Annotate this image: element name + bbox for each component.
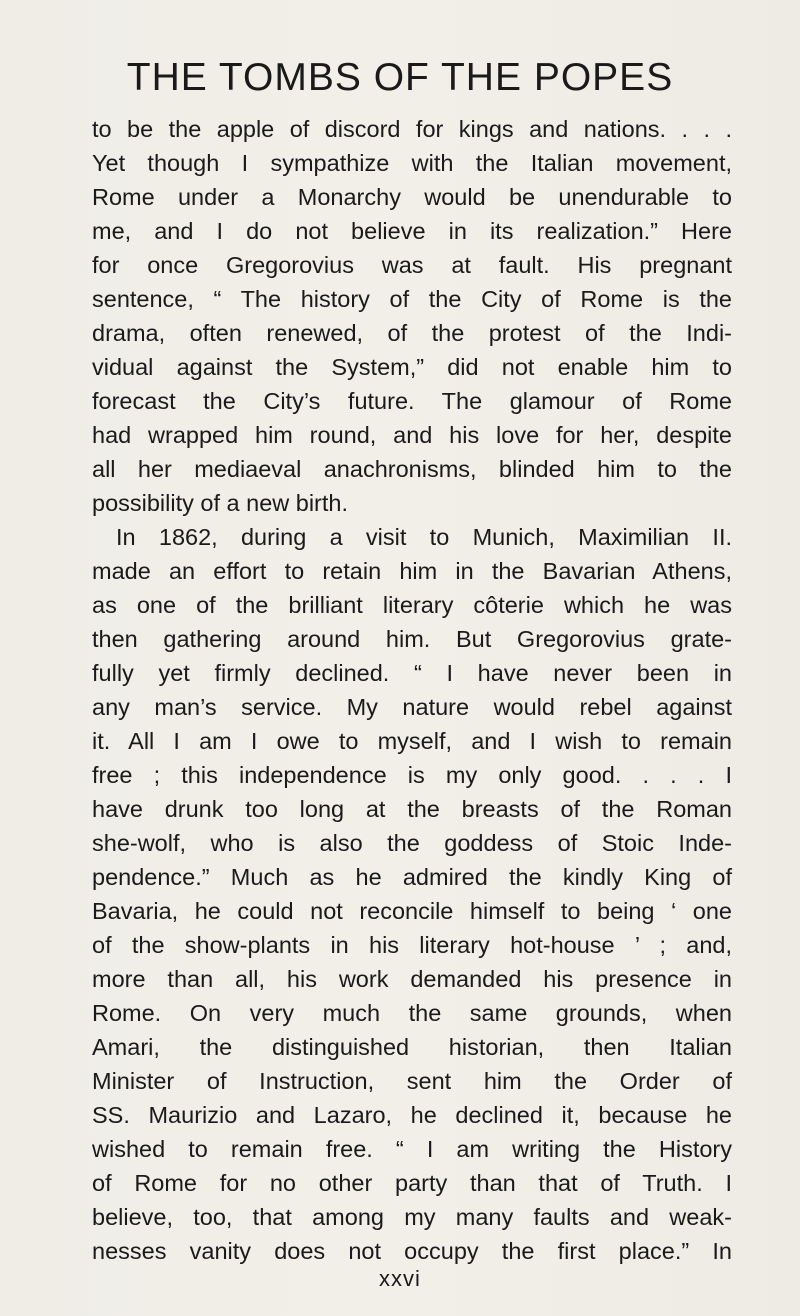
text-line: pendence.” Much as he admired the kindly King of xyxy=(92,864,732,890)
text-line: Rome. On very much the same grounds, when xyxy=(92,1000,732,1026)
text-line: as one of the brilliant literary côterie which he was xyxy=(92,592,732,618)
text-line: Bavaria, he could not reconcile himself to being ‘ one xyxy=(92,898,732,924)
text-line: believe, too, that among my many faults and weak- xyxy=(92,1204,732,1230)
text-line: free ; this independence is my only good. . . . I xyxy=(92,762,732,788)
text-line: it. All I am I owe to myself, and I wish to remain xyxy=(92,728,732,754)
text-line: then gathering around him. But Gregorovius grate- xyxy=(92,626,732,652)
text-line: SS. Maurizio and Lazaro, he declined it, because he xyxy=(92,1102,732,1128)
text-line: any man’s service. My nature would rebel against xyxy=(92,694,732,720)
text-line: nesses vanity does not occupy the first place.” In xyxy=(92,1238,732,1264)
page-number: xxvi xyxy=(379,1266,421,1291)
paragraph-first-line: In 1862, during a visit to Munich, Maximilian II. xyxy=(116,524,732,550)
text-line: for once Gregorovius was at fault. His pregnant xyxy=(92,252,732,278)
text-line: of the show-plants in his literary hot-house ’ ; and, xyxy=(92,932,732,958)
text-line: Yet though I sympathize with the Italian movement, xyxy=(92,150,732,176)
text-line: wished to remain free. “ I am writing the History xyxy=(92,1136,732,1162)
text-line: fully yet firmly declined. “ I have never been in xyxy=(92,660,732,686)
text-line: all her mediaeval anachronisms, blinded him to the xyxy=(92,456,732,482)
text-line: she-wolf, who is also the goddess of Stoic Inde- xyxy=(92,830,732,856)
text-line: have drunk too long at the breasts of the Roman xyxy=(92,796,732,822)
text-line: Rome under a Monarchy would be unendurable to xyxy=(92,184,732,210)
text-line: drama, often renewed, of the protest of the Indi- xyxy=(92,320,732,346)
running-head: THE TOMBS OF THE POPES xyxy=(126,56,674,99)
text-line: vidual against the System,” did not enable him to xyxy=(92,354,732,380)
text-line: Minister of Instruction, sent him the Order of xyxy=(92,1068,732,1094)
text-line: sentence, “ The history of the City of Rome is the xyxy=(92,286,732,312)
text-line: had wrapped him round, and his love for her, despite xyxy=(92,422,732,448)
text-line: forecast the City’s future. The glamour of Rome xyxy=(92,388,732,414)
text-line: possibility of a new birth. xyxy=(92,490,349,516)
text-line: made an effort to retain him in the Bavarian Athens, xyxy=(92,558,732,584)
text-line: me, and I do not believe in its realization.” Here xyxy=(92,218,732,244)
text-line: of Rome for no other party than that of Truth. I xyxy=(92,1170,732,1196)
text-line: Amari, the distinguished historian, then Italian xyxy=(92,1034,732,1060)
text-line: more than all, his work demanded his presence in xyxy=(92,966,732,992)
text-line: to be the apple of discord for kings and nations. . . . xyxy=(92,116,732,142)
